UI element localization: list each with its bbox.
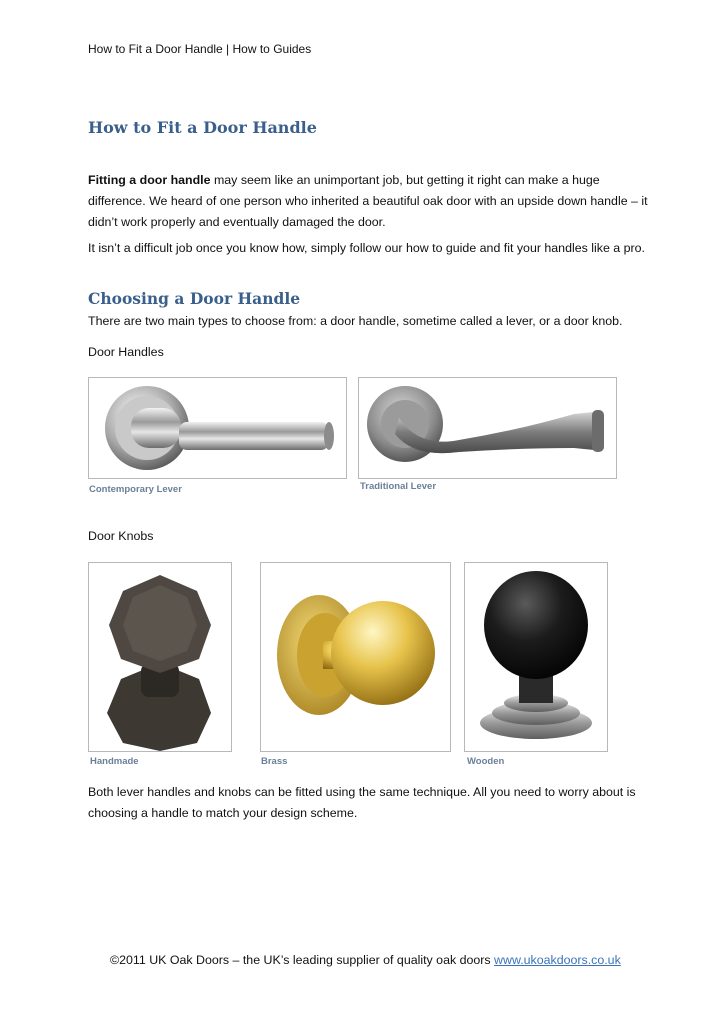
brass-knob-image: [260, 562, 451, 752]
page-header: How to Fit a Door Handle | How to Guides: [88, 42, 312, 56]
handmade-knob-image: [88, 562, 232, 752]
brass-caption: Brass: [261, 756, 288, 767]
door-handles-label: Door Handles: [88, 345, 164, 359]
section-heading: Choosing a Door Handle: [88, 289, 301, 308]
footer-link[interactable]: www.ukoakdoors.co.uk: [494, 953, 621, 967]
door-knobs-label: Door Knobs: [88, 529, 154, 543]
closing-paragraph: Both lever handles and knobs can be fitted using the same technique. All you need to worry about is choosing a handle to match your design scheme.: [88, 785, 636, 820]
second-paragraph: It isn’t a difficult job once you know how, simply follow our how to guide and fit your handles like a pro.: [88, 241, 645, 255]
contemporary-lever-image: [88, 377, 347, 479]
traditional-lever-caption: Traditional Lever: [360, 481, 437, 492]
handmade-caption: Handmade: [90, 756, 139, 767]
intro-text: may seem like an unimportant job, but getting it right can make a huge difference. We heard of one person who inherited a beautiful oak door with an upside down handle – it didn’t work properly and eventually damaged the door.: [88, 173, 648, 229]
intro-bold-text: Fitting a door handle: [88, 173, 211, 187]
page-title: How to Fit a Door Handle: [88, 118, 317, 137]
contemporary-lever-caption: Contemporary Lever: [89, 484, 182, 495]
wooden-knob-image: [464, 562, 608, 752]
page-footer: [110, 953, 621, 967]
section-text: There are two main types to choose from: a door handle, sometime called a lever, or a door knob.: [88, 314, 623, 328]
intro-paragraph: [88, 170, 648, 233]
footer-text: ©2011 UK Oak Doors – the UK’s leading supplier of quality oak doors: [110, 953, 495, 967]
wooden-caption: Wooden: [467, 756, 505, 767]
traditional-lever-image: [358, 377, 617, 479]
